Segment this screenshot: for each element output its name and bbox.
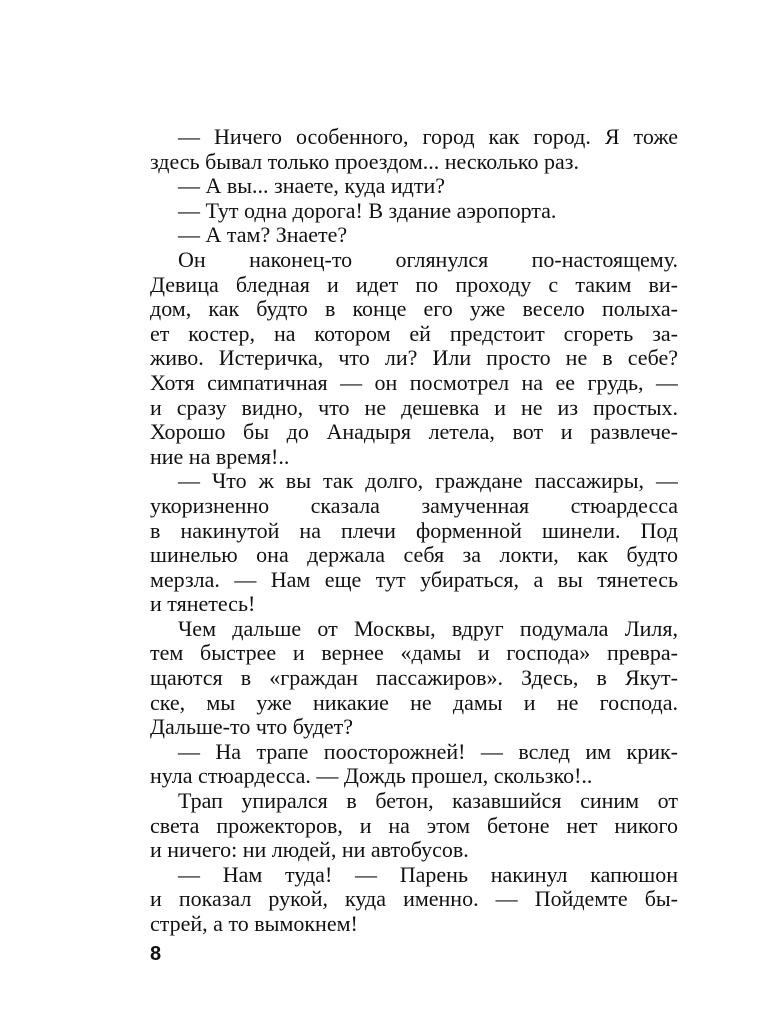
text-line: Хорошо бы до Анадыря летела, вот и развлече- <box>150 420 678 445</box>
text-line: живо. Истеричка, что ли? Или просто не в себе? <box>150 346 678 371</box>
text-line: Он наконец-то оглянулся по-настоящему. <box>178 247 678 272</box>
text-line: — А там? Знаете? <box>178 223 348 248</box>
text-line: щаются в «граждан пассажиров». Здесь, в Якут- <box>150 666 678 691</box>
text-line: и тянетесь! <box>150 592 256 617</box>
text-line: укоризненно сказала замученная стюардесса <box>150 493 678 518</box>
text-line: ет костер, на котором ей предстоит сгореть за- <box>150 321 678 346</box>
text-line: света прожекторов, и на этом бетоне нет никого <box>150 813 678 838</box>
text-line: ске, мы уже никакие не дамы и не господа. <box>150 690 678 715</box>
text-line: — Тут одна дорога! В здание аэропорта. <box>178 198 557 223</box>
text-line: ние на время!.. <box>150 444 290 469</box>
text-line: тем быстрее и вернее «дамы и господа» превра- <box>150 641 678 666</box>
text-line: и показал рукой, куда именно. — Пойдемте бы- <box>150 887 678 912</box>
text-line: Девица бледная и идет по проходу с таким ви- <box>150 272 678 297</box>
text-line: Хотя симпатичная — он посмотрел на ее грудь, — <box>150 370 678 395</box>
text-line: мерзла. — Нам еще тут убираться, а вы тянетесь <box>150 567 678 592</box>
text-line: Трап упирался в бетон, казавшийся синим от <box>178 789 678 814</box>
page-text <box>150 125 678 937</box>
text-line: дом, как будто в конце его уже весело полыха- <box>150 297 678 322</box>
text-line: здесь бывал только проездом... несколько раз. <box>150 149 579 174</box>
text-line: — Нам туда! — Парень накинул капюшон <box>178 862 678 887</box>
text-line: — А вы... знаете, куда идти? <box>178 174 445 199</box>
text-line: Дальше-то что будет? <box>150 715 354 740</box>
text-line: и ничего: ни людей, ни автобусов. <box>150 838 469 863</box>
text-line: в накинутой на плечи форменной шинели. Под <box>150 518 678 543</box>
page-number: 8 <box>150 943 162 965</box>
text-line: и сразу видно, что не дешевка и не из простых. <box>150 395 678 420</box>
text-line: — Ничего особенного, город как город. Я тоже <box>178 125 678 149</box>
text-line: — На трапе поосторожней! — вслед им крик- <box>178 739 678 764</box>
text-line: нула стюардесса. — Дождь прошел, скользко!.. <box>150 764 593 789</box>
text-line: шинелью она держала себя за локти, как будто <box>150 543 678 568</box>
text-line: — Что ж вы так долго, граждане пассажиры, — <box>178 469 678 494</box>
text-line: стрей, а то вымокнем! <box>150 912 358 936</box>
text-line: Чем дальше от Москвы, вдруг подумала Лиля, <box>178 616 678 641</box>
